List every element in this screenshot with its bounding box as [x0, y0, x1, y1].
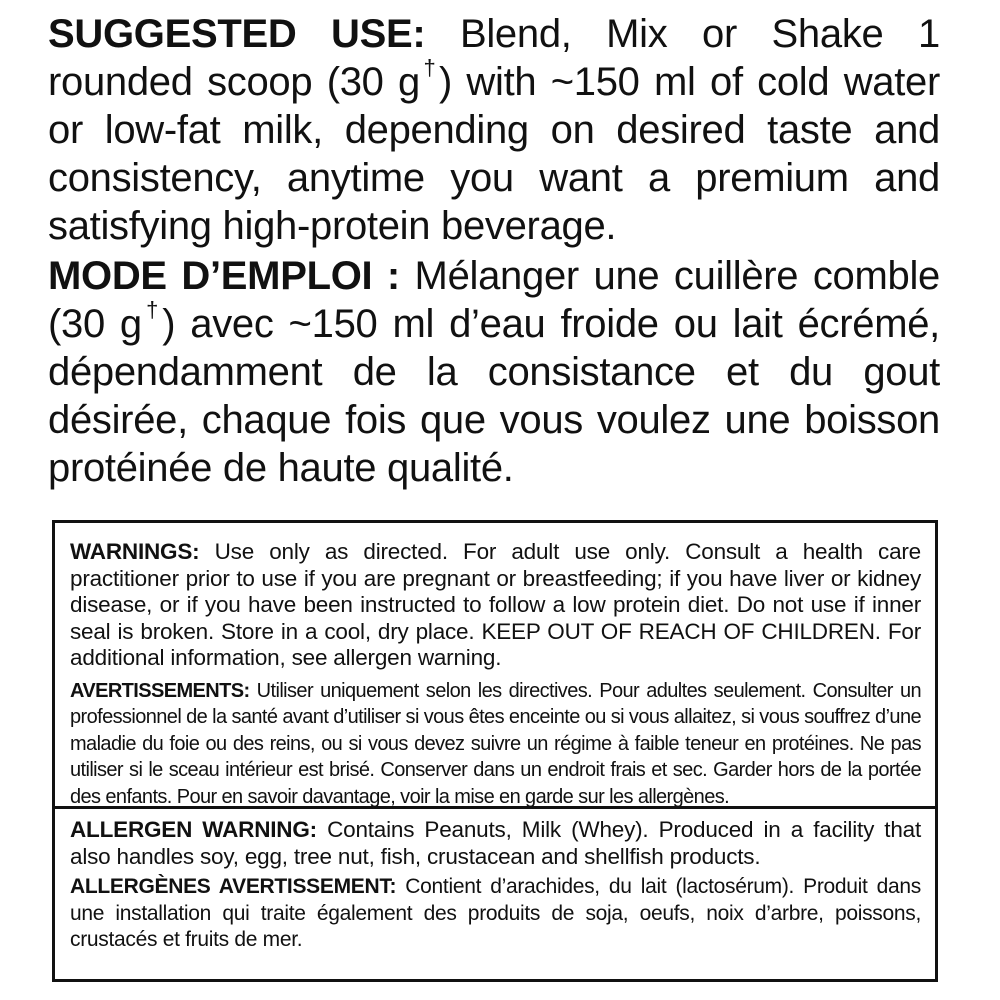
- avertissements-paragraph: [70, 678, 921, 811]
- warnings-text: Use only as directed. For adult use only. Consult a health care practitioner prior to use if you are pregnant or breastfeeding; if you have liver or kidney disease, or if you have been instructed to follow a low protein diet. Do not use if inner seal is broken. Store in a cool, dry place. KEEP OUT OF REACH OF CHILDREN. For additional information, see allergen warning.: [70, 539, 921, 670]
- section-divider: [55, 806, 935, 809]
- mode-emploi-paragraph: [48, 252, 940, 492]
- suggested-use-heading: SUGGESTED USE:: [48, 12, 426, 56]
- warnings-paragraph: [70, 539, 921, 672]
- suggested-use-text-cont: ) with ~150 ml of cold water or low-fat milk, depending on desired taste and consistency, anytime you want a premium and satisfying high-protein beverage.: [48, 60, 941, 248]
- directions-section: [48, 10, 940, 492]
- allergen-warning-text: Contains Peanuts, Milk (Whey). Produced in a facility that also handles soy, egg, tree nut, fish, crustacean and shellfish products.: [70, 817, 921, 869]
- mode-emploi-text-cont: ) avec ~150 ml d’eau froide ou lait écrémé, dépendamment de la consistance et du gout désirée, chaque fois que vous voulez une boisson protéinée de haute qualité.: [48, 302, 940, 490]
- allergen-warning-heading: ALLERGEN WARNING:: [70, 817, 317, 842]
- mode-emploi-text: Mélanger une cuillère comble (30 g: [48, 254, 940, 346]
- allergenes-avertissement-text: Contient d’arachides, du lait (lactosérum). Produit dans une installation qui traite également des produits de soja, oeufs, noix d’arbre, poissons, crustacés et fruits de mer.: [70, 875, 921, 951]
- allergenes-avertissement-heading: ALLERGÈNES AVERTISSEMENT:: [70, 875, 397, 898]
- warnings-heading: WARNINGS:: [70, 539, 200, 564]
- dagger-mark: †: [141, 297, 163, 323]
- suggested-use-paragraph: [48, 10, 940, 250]
- allergen-section: [70, 817, 921, 954]
- suggested-use-text: Blend, Mix or Shake 1 rounded scoop (30 g: [48, 12, 940, 104]
- allergenes-avertissement-paragraph: [70, 874, 921, 954]
- dagger-mark: †: [419, 55, 440, 81]
- warnings-box: [52, 520, 938, 982]
- avertissements-text: Utiliser uniquement selon les directives. Pour adultes seulement. Consulter un professionnel de la santé avant d’utiliser si vous êtes enceinte ou si vous allaitez, si vous souffrez d’une maladie du foie ou des reins, ou si vous devez suivre un régime à faible teneur en protéines. Ne pas utiliser si le sceau intérieur est brisé. Conserver dans un endroit frais et sec. Garder hors de la portée des enfants. Pour en savoir davantage, voir la mise en garde sur les allergènes.: [70, 679, 921, 808]
- warnings-section: [70, 539, 921, 810]
- mode-emploi-heading: MODE D’EMPLOI :: [48, 254, 400, 298]
- allergen-warning-paragraph: [70, 817, 921, 870]
- avertissements-heading: AVERTISSEMENTS:: [70, 679, 250, 702]
